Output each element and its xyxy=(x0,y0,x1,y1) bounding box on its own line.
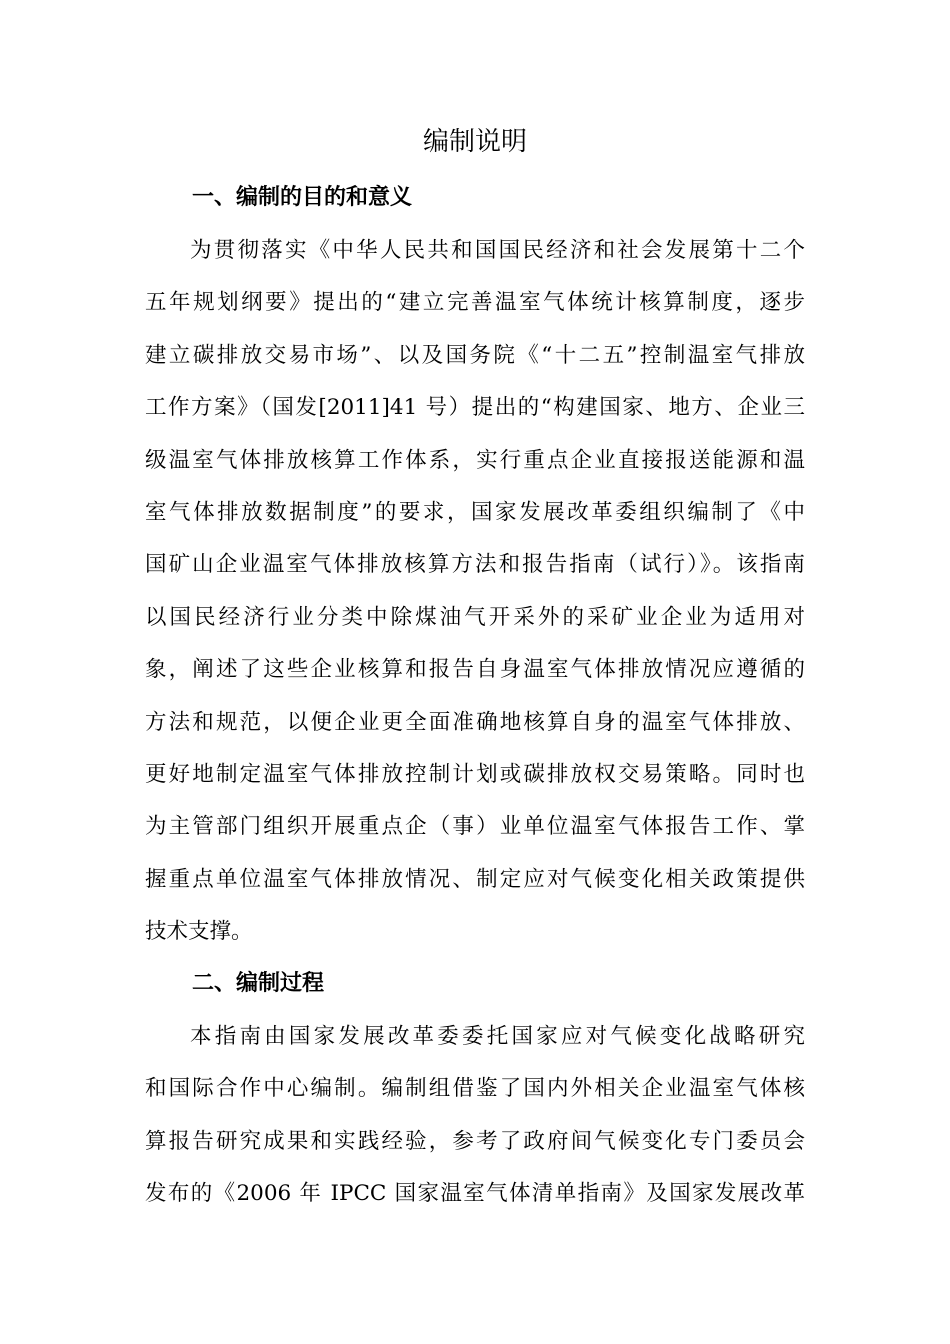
paragraph-line: 工作方案》（国发[2011]41 号）提出的“构建国家、地方、企业三 xyxy=(145,395,805,421)
section-heading-purpose: 一、编制的目的和意义 xyxy=(192,185,413,210)
paragraph-line: 五年规划纲要》提出的“建立完善温室气体统计核算制度，逐步 xyxy=(145,290,805,316)
paragraph-line: 为主管部门组织开展重点企（事）业单位温室气体报告工作、掌 xyxy=(145,814,805,840)
paragraph-line: 级温室气体排放核算工作体系，实行重点企业直接报送能源和温 xyxy=(145,447,805,473)
section-purpose-paragraph xyxy=(145,225,805,958)
paragraph-line: 为贯彻落实《中华人民共和国国民经济和社会发展第十二个 xyxy=(190,238,805,263)
section-process-paragraph xyxy=(145,1011,805,1221)
paragraph-line: 发布的《2006 年 IPCC 国家温室气体清单指南》及国家发展改革 xyxy=(145,1181,805,1207)
paragraph-line: 本指南由国家发展改革委委托国家应对气候变化战略研究 xyxy=(190,1024,805,1049)
paragraph-line: 算报告研究成果和实践经验，参考了政府间气候变化专门委员会 xyxy=(145,1128,805,1154)
paragraph-line: 握重点单位温室气体排放情况、制定应对气候变化相关政策提供 xyxy=(145,866,805,892)
paragraph-line: 更好地制定温室气体排放控制计划或碳排放权交易策略。同时也 xyxy=(145,761,805,787)
paragraph-line: 和国际合作中心编制。编制组借鉴了国内外相关企业温室气体核 xyxy=(145,1076,805,1102)
section-heading-process: 二、编制过程 xyxy=(192,971,325,996)
document-title: 编制说明 xyxy=(422,127,527,157)
paragraph-line: 技术支撑。 xyxy=(145,919,253,945)
paragraph-line: 国矿山企业温室气体排放核算方法和报告指南（试行）》。该指南 xyxy=(145,552,805,578)
paragraph-line: 以国民经济行业分类中除煤油气开采外的采矿业企业为适用对 xyxy=(145,604,805,630)
paragraph-line: 建立碳排放交易市场”、以及国务院《“十二五”控制温室气排放 xyxy=(145,342,805,368)
paragraph-line: 方法和规范，以便企业更全面准确地核算自身的温室气体排放、 xyxy=(145,709,805,735)
paragraph-line: 室气体排放数据制度”的要求，国家发展改革委组织编制了《中 xyxy=(145,499,805,525)
paragraph-line: 象，阐述了这些企业核算和报告自身温室气体排放情况应遵循的 xyxy=(145,657,805,683)
